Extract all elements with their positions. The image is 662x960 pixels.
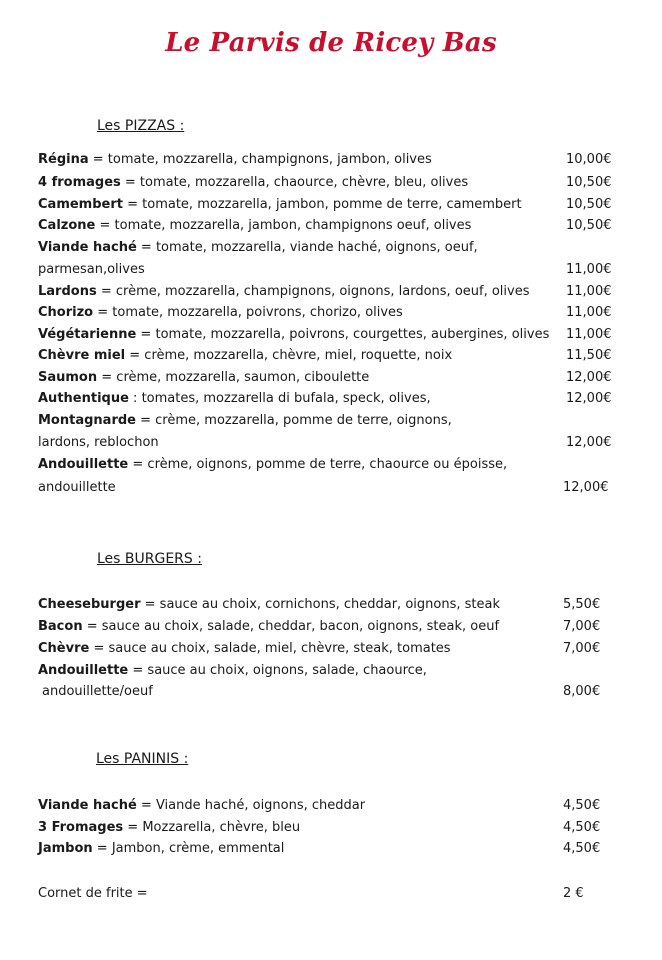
item-price: 11,50€ xyxy=(566,348,612,363)
section-pizzas-heading: Les PIZZAS : xyxy=(97,118,185,134)
section-burgers-heading: Les BURGERS : xyxy=(97,551,202,567)
item-name: Saumon xyxy=(38,370,98,385)
item-desc: sauce au choix, salade, miel, chèvre, steak, tomates xyxy=(108,641,451,656)
item-price: 11,00€ xyxy=(566,284,612,299)
item-name: Calzone xyxy=(38,218,96,233)
item-name: 3 Fromages xyxy=(38,820,124,835)
item-name: Viande haché xyxy=(38,240,137,255)
item-name: Andouillette xyxy=(38,457,129,472)
item-price: 12,00€ xyxy=(566,435,612,450)
item-desc-cont: lardons, reblochon xyxy=(38,435,159,450)
item-price: 7,00€ xyxy=(563,619,601,634)
item-name: Lardons xyxy=(38,284,97,299)
item-price: 10,50€ xyxy=(566,218,612,233)
item-name: 4 fromages xyxy=(38,175,121,190)
item-price: 11,00€ xyxy=(566,327,612,342)
restaurant-title: Le Parvis de Ricey Bas xyxy=(165,28,497,58)
item-price: 4,50€ xyxy=(563,798,601,813)
item-price: 12,00€ xyxy=(566,370,612,385)
item-name: Chorizo xyxy=(38,305,94,320)
item-desc: tomates, mozzarella di bufala, speck, olives, xyxy=(141,391,431,406)
item-price: 10,50€ xyxy=(566,175,612,190)
item-desc: tomate, mozzarella, jambon, pomme de terre, camembert xyxy=(142,197,522,212)
item-price: 10,50€ xyxy=(566,197,612,212)
item-price: 5,50€ xyxy=(563,597,601,612)
item-name: Jambon xyxy=(38,841,93,856)
item-price: 8,00€ xyxy=(563,684,601,699)
item-desc: Viande haché, oignons, cheddar xyxy=(155,798,366,813)
item-desc: crème, mozzarella, chèvre, miel, roquette, noix xyxy=(144,348,453,363)
item-desc: Mozzarella, chèvre, bleu xyxy=(142,820,301,835)
item-name: Cheeseburger xyxy=(38,597,141,612)
item-desc: sauce au choix, cornichons, cheddar, oignons, steak xyxy=(159,597,500,612)
item-desc: crème, oignons, pomme de terre, chaource ou époisse, xyxy=(147,457,508,472)
item-desc: tomate, mozzarella, poivrons, chorizo, olives xyxy=(112,305,403,320)
item-desc: sauce au choix, salade, cheddar, bacon, oignons, steak, oeuf xyxy=(101,619,500,634)
item-price: 4,50€ xyxy=(563,820,601,835)
item-price: 4,50€ xyxy=(563,841,601,856)
section-paninis-heading: Les PANINIS : xyxy=(96,751,189,767)
item-name: Végétarienne xyxy=(38,327,137,342)
item-desc: tomate, mozzarella, viande haché, oignons, oeuf, xyxy=(155,240,478,255)
item-desc: Jambon, crème, emmental xyxy=(111,841,285,856)
item-desc: tomate, mozzarella, poivrons, courgettes, aubergines, olives xyxy=(155,327,550,342)
item-price: 12,00€ xyxy=(566,391,612,406)
item-desc: crème, mozzarella, champignons, oignons, lardons, oeuf, olives xyxy=(115,284,530,299)
item-name: Cornet de frite = xyxy=(38,886,148,901)
item-name: Chèvre miel xyxy=(38,348,126,363)
item-name: Authentique xyxy=(38,391,129,406)
item-desc: crème, mozzarella, saumon, ciboulette xyxy=(116,370,370,385)
item-desc: tomate, mozzarella, jambon, champignons oeuf, olives xyxy=(114,218,472,233)
item-desc-cont: parmesan,olives xyxy=(38,262,145,277)
item-price: 7,00€ xyxy=(563,641,601,656)
item-price: 11,00€ xyxy=(566,262,612,277)
item-name: Camembert xyxy=(38,197,123,212)
item-desc: sauce au choix, oignons, salade, chaource, xyxy=(147,663,427,678)
item-desc: crème, mozzarella, pomme de terre, oignons, xyxy=(155,413,452,428)
item-desc: tomate, mozzarella, chaource, chèvre, bleu, olives xyxy=(139,175,469,190)
item-price: 10,00€ xyxy=(566,152,612,167)
item-name: Chèvre xyxy=(38,641,90,656)
item-desc-cont: andouillette/oeuf xyxy=(42,684,153,699)
item-name: Bacon xyxy=(38,619,83,634)
item-name: Viande haché xyxy=(38,798,137,813)
item-name: Régina xyxy=(38,152,89,167)
item-name: Andouillette xyxy=(38,663,129,678)
item-name: Montagnarde xyxy=(38,413,136,428)
item-desc-cont: andouillette xyxy=(38,480,116,495)
item-desc: tomate, mozzarella, champignons, jambon, olives xyxy=(107,152,432,167)
item-price: 2 € xyxy=(563,886,584,901)
item-price: 12,00€ xyxy=(563,480,609,495)
item-price: 11,00€ xyxy=(566,305,612,320)
